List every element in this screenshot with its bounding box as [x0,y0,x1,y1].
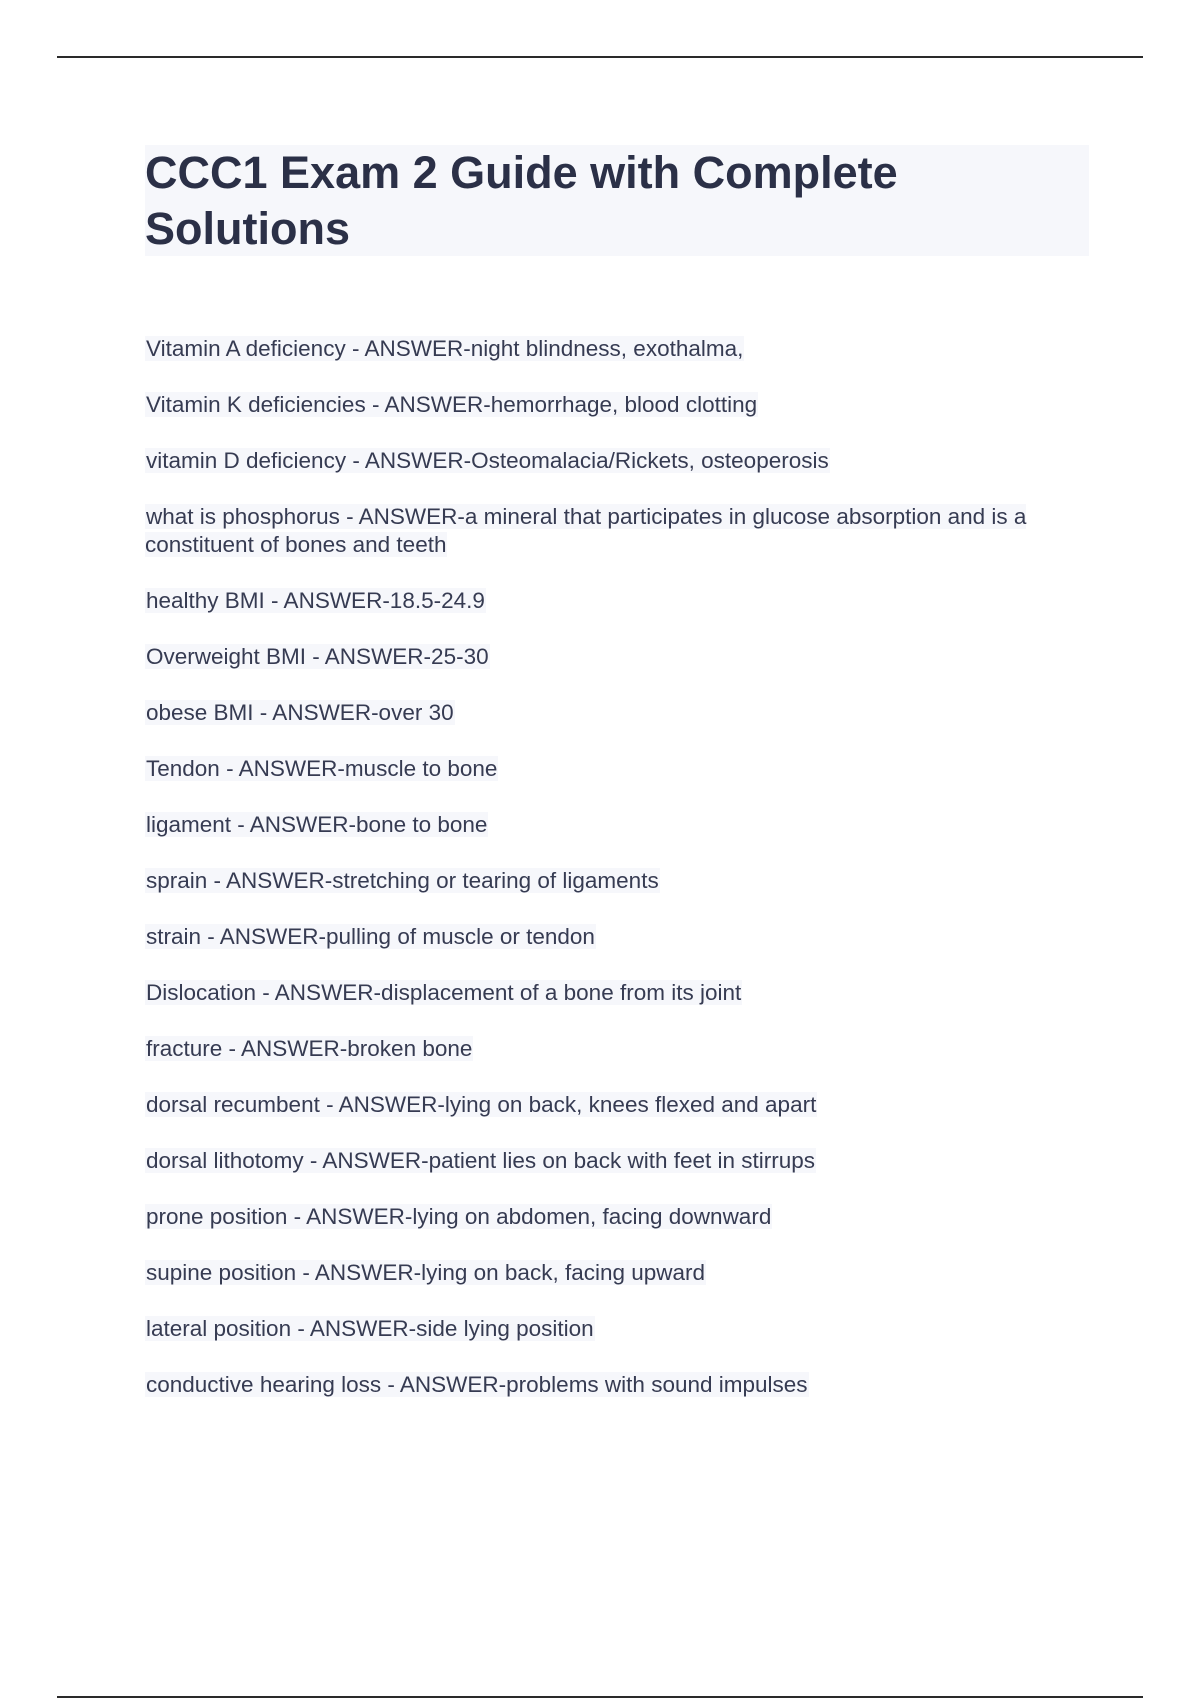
qa-item [145,755,1095,783]
qa-item-text: dorsal recumbent - ANSWER-lying on back, knees flexed and apart [146,1092,817,1117]
qa-item [145,643,1095,671]
page-title: CCC1 Exam 2 Guide with Complete Solutions [145,147,898,254]
title-block [145,145,1089,256]
qa-item [145,923,1095,951]
qa-item [145,1091,1095,1119]
qa-item [145,335,1095,363]
qa-item-text: strain - ANSWER-pulling of muscle or tendon [146,924,595,949]
qa-item [145,1259,1095,1287]
qa-item-text: fracture - ANSWER-broken bone [146,1036,473,1061]
qa-item [145,811,1095,839]
qa-item [145,447,1095,475]
qa-item [145,1315,1095,1343]
qa-item [145,867,1095,895]
qa-item-text: Tendon - ANSWER-muscle to bone [146,756,498,781]
qa-item [145,1371,1095,1399]
qa-item-text: what is phosphorus - ANSWER-a mineral that participates in glucose absorption and is a constituent of bones and teeth [145,504,1027,557]
qa-item [145,587,1095,615]
qa-item [145,391,1095,419]
top-divider [57,56,1143,58]
qa-item-text: obese BMI - ANSWER-over 30 [146,700,454,725]
qa-item-text: Vitamin K deficiencies - ANSWER-hemorrhage, blood clotting [146,392,758,417]
qa-item [145,1147,1095,1175]
qa-item-text: prone position - ANSWER-lying on abdomen, facing downward [146,1204,772,1229]
qa-item-text: Overweight BMI - ANSWER-25-30 [146,644,489,669]
qa-item-text: dorsal lithotomy - ANSWER-patient lies on back with feet in stirrups [146,1148,816,1173]
qa-item-text: conductive hearing loss - ANSWER-problems with sound impulses [146,1372,808,1397]
qa-item [145,979,1095,1007]
qa-list [145,335,1095,1427]
bottom-divider [57,1696,1143,1698]
qa-item [145,1203,1095,1231]
qa-item-text: healthy BMI - ANSWER-18.5-24.9 [146,588,485,613]
qa-item-text: supine position - ANSWER-lying on back, facing upward [146,1260,706,1285]
qa-item-text: ligament - ANSWER-bone to bone [146,812,488,837]
qa-item [145,503,1095,559]
qa-item-text: lateral position - ANSWER-side lying position [146,1316,594,1341]
qa-item-text: Vitamin A deficiency - ANSWER-night blindness, exothalma, [146,336,744,361]
qa-item-text: sprain - ANSWER-stretching or tearing of ligaments [146,868,659,893]
qa-item [145,1035,1095,1063]
qa-item-text: Dislocation - ANSWER-displacement of a bone from its joint [146,980,742,1005]
qa-item [145,699,1095,727]
qa-item-text: vitamin D deficiency - ANSWER-Osteomalacia/Rickets, osteoperosis [146,448,829,473]
